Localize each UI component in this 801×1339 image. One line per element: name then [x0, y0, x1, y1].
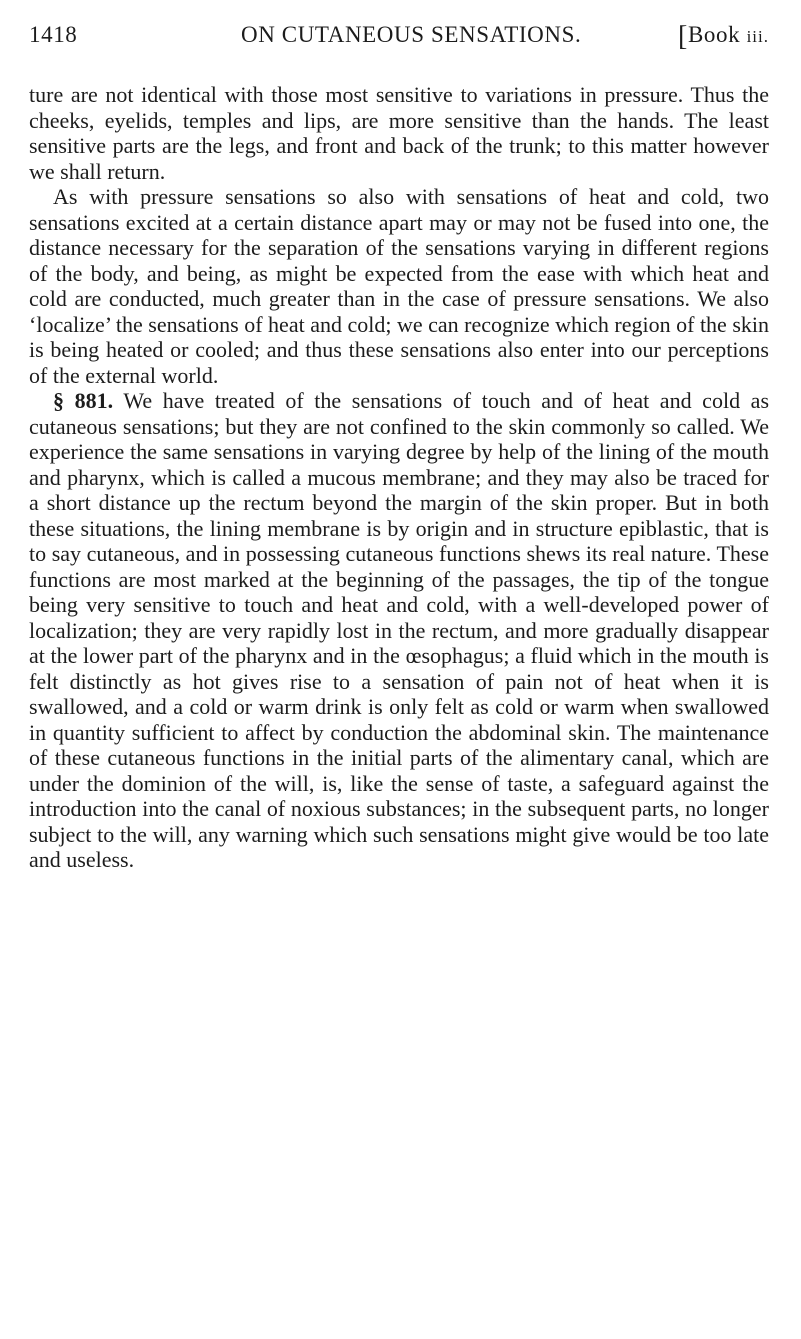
running-title: ON CUTANEOUS SENSATIONS. — [241, 22, 582, 47]
book-bracket: [ — [678, 21, 688, 52]
paragraph-heat-cold: As with pressure sensations so also with sensations of heat and cold, two sensations excited at a certain distance apart may or may not be fused into one, the distance necessary for the separation of the sensations varying in different regions of the body, and being, as might be expected from the ease with which heat and cold are conducted, much greater than in the case of pressure sensations. We also ‘localize’ the sensations of heat and cold; we can recognize which region of the skin is being heated or cooled; and thus these sensations also enter into our perceptions of the external world. — [29, 184, 769, 388]
page-number: 1418 — [29, 22, 78, 47]
book-number: iii. — [746, 27, 769, 46]
paragraph-section-881 — [29, 388, 769, 873]
body-text — [29, 82, 769, 873]
paragraph-continued: ture are not identical with those most sensitive to variations in pressure. Thus the cheeks, eyelids, temples and lips, are more sensitive than the hands. The least sensitive parts are the legs, and front and back of the trunk; to this matter however we shall return. — [29, 82, 769, 184]
book-word: Book — [687, 22, 741, 47]
section-number: § 881. — [53, 388, 114, 413]
book-reference — [678, 21, 769, 52]
section-881-text: We have treated of the sensations of touch and of heat and cold as cutaneous sensations; but they are not confined to the skin commonly so called. We experience the same sensations in varying degree by help of the lining of the mouth and pharynx, which is called a mucous membrane; and they may also be traced for a short distance up the rectum beyond the margin of the skin proper. But in both these situations, the lining membrane is by origin and in structure epiblastic, that is to say cutaneous, and in possessing cutaneous functions shews its real nature. These functions are most marked at the beginning of the passages, the tip of the tongue being very sensitive to touch and heat and cold, with a well-developed power of localization; they are very rapidly lost in the rectum, and more gradually disappear at the lower part of the pharynx and in the œsophagus; a fluid which in the mouth is felt distinctly as hot gives rise to a sensation of pain not of heat when it is swallowed, and a cold or warm drink is only felt as cold or warm when swallowed in quantity sufficient to affect by conduction the abdominal skin. The maintenance of these cutaneous functions in the initial parts of the alimentary canal, which are under the dominion of the will, is, like the sense of taste, a safeguard against the introduction into the canal of noxious substances; in the subsequent parts, no longer subject to the will, any warning which such sensations might give would be too late and useless. — [29, 388, 770, 872]
page-header — [29, 22, 769, 52]
